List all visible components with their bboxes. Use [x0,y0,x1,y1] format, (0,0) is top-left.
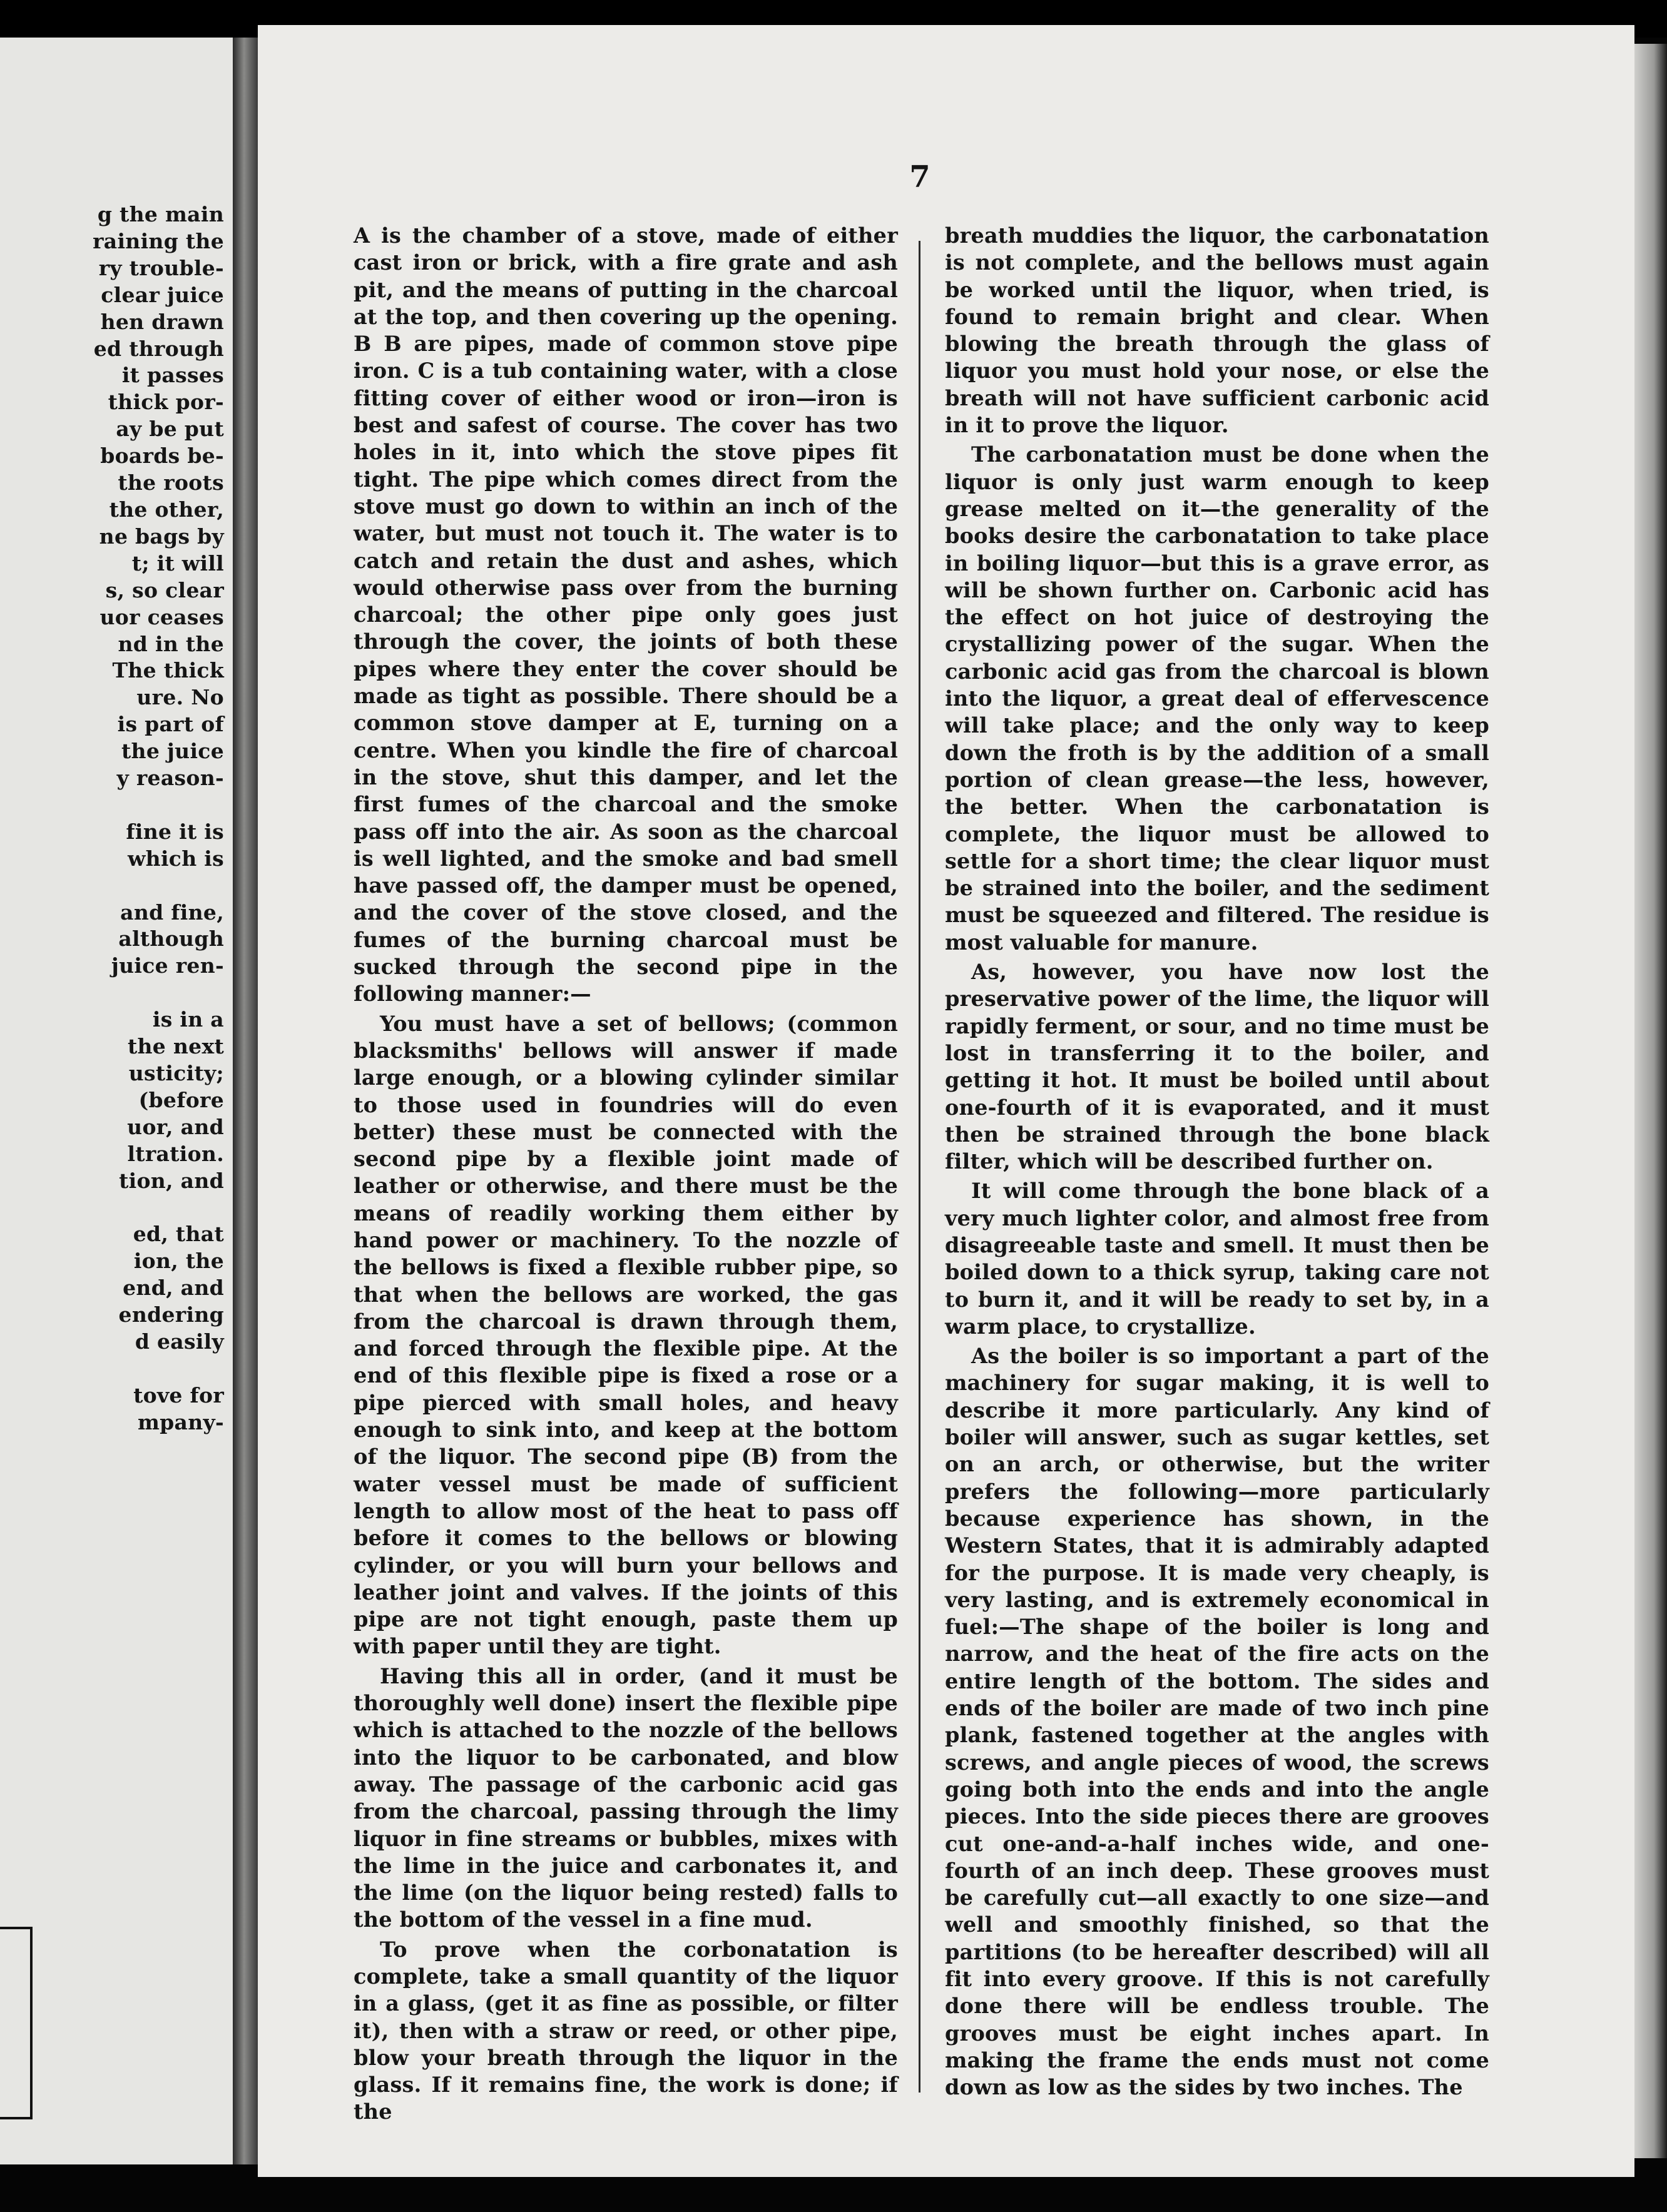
facing-page-text-fragments [0,201,224,1436]
text-fragment: is in a [152,1007,224,1032]
text-fragment: (before [138,1087,224,1112]
text-fragment: d easily [135,1329,224,1354]
paragraph: You must have a set of bellows; (common blacksmiths' bellows will answer if made large enough, or a blowing cylinder similar to those used in foundries will do even better) these must be connected with the second pipe by a flexible joint made of leather or otherwise, and there must be the means of readily working them either by hand power or machinery. To the nozzle of the bellows is fixed a flexible rubber pipe, so that when the bellows are worked, the gas from the charcoal is drawn through them, and forced through the flexible pipe. At the end of this flexible pipe is fixed a rose or a pipe pierced with small holes, and heavy enough to sink into, and keep at the bottom of the liquor. The second pipe (B) from the water vessel must be made of sufficient length to allow most of the heat to pass off before it comes to the bellows or blowing cylinder, or you will burn your bellows and leather joint and valves. If the joints of this pipe are not tight enough, paste them up with paper until they are tight. [354,1011,898,1659]
text-fragment: the other, [109,497,224,522]
text-fragment: ed through [93,336,224,361]
paragraph: A is the chamber of a stove, made of either cast iron or brick, with a fire grate and ash pit, and the means of putting in the charcoal at the top, and then covering up the opening. B B are pipes, made of common stove pipe iron. C is a tub containing water, with a close fitting cover of either wood or iron—iron is best and safest of course. The cover has two holes in it, into which the stove pipes fit tight. The pipe which comes direct from the stove must go down to within an inch of the water, but must not touch it. The water is to catch and retain the dust and ashes, which would otherwise pass over from the burning charcoal; the other pipe only goes just through the cover, the joints of both these pipes where they enter the cover should be made as tight as possible. There should be a common stove damper at E, turning on a centre. When you kindle the fire of charcoal in the stove, shut this damper, and let the first fumes of the charcoal and the smoke pass off into the air. As soon as the charcoal is well lighted, and the smoke and bad smell have passed off, the damper must be opened, and the cover of the stove closed, and the fumes of the burning charcoal must be sucked through the second pipe in the following manner:— [354,223,898,1007]
text-fragment: the roots [118,470,224,495]
text-fragment: clear juice [101,282,224,307]
text-fragment: ion, the [133,1249,224,1274]
text-fragment: tove for [133,1382,224,1408]
text-fragment: the next [127,1034,224,1059]
text-fragment: s, so clear [105,577,224,602]
text-fragment: uor, and [127,1114,224,1139]
text-fragment: The thick [112,658,224,683]
text-fragment: ay be put [116,417,224,442]
text-fragment: t; it will [131,550,224,576]
text-column-right [945,222,1489,2103]
text-fragment [0,1356,224,1382]
text-fragment: tion, and [119,1168,224,1193]
text-fragment: is part of [117,712,224,737]
text-fragment: ry trouble- [98,255,224,280]
text-fragment: end, and [123,1276,224,1301]
text-fragment: usticity; [128,1061,224,1085]
text-fragment: y reason- [116,766,224,791]
page-edge [1634,44,1667,2158]
facing-page-diagram-corner [0,1927,33,2119]
text-fragment: and fine, [120,900,224,925]
text-fragment: uor ceases [99,604,224,629]
text-fragment: boards be- [100,444,224,469]
text-fragment: raining the [93,228,224,253]
text-fragment: ne bags by [99,524,224,549]
paragraph: breath muddies the liquor, the carbonatation is not complete, and the bellows must again be worked until the liquor, when tried, is found to remain bright and clear. When blowing the breath through the glass of liquor you must hold your nose, or else the breath will not have sufficient carbonic acid in it to prove the liquor. [945,223,1489,438]
text-fragment: thick por- [108,390,224,415]
column-divider [919,241,920,2093]
text-column-left [354,222,898,2128]
paragraph: To prove when the corbonatation is complete, take a small quantity of the liquor in a glass, (get it as fine as possible, or filter it), then with a straw or reed, or other pipe, blow your breath through the liquor in the glass. If it remains fine, the work is done; if the [354,1937,898,2124]
text-fragment: mpany- [137,1409,224,1434]
paragraph: As, however, you have now lost the preservative power of the lime, the liquor will rapidly ferment, or sour, and no time must be lost in transferring it to the boiler, and getting it hot. It must be boiled until about one-fourth of it is evaporated, and it must then be strained through the bone black filter, which will be described further on. [945,960,1489,1174]
text-fragment: although [118,926,224,951]
book-binding [233,38,258,2164]
paragraph: It will come through the bone black of a very much lighter color, and almost free from disagreeable taste and smell. It must then be boiled down to a thick syrup, taking care not to burn it, and it will be ready to set by, in a warm place, to crystallize. [945,1179,1489,1339]
text-fragment [0,980,224,1007]
text-fragment [0,873,224,900]
text-fragment: ltration. [127,1141,224,1166]
text-fragment: it passes [121,363,224,388]
text-fragment: endering [118,1302,224,1327]
paragraph: Having this all in order, (and it must be thoroughly well done) insert the flexible pipe which is attached to the nozzle of the bellows into the liquor to be carbonated, and blow away. The passage of the carbonic acid gas from the charcoal, passing through the limy liquor in fine streams or bubbles, mixes with the lime in the juice and carbonates it, and the lime (on the liquor being rested) falls to the bottom of the vessel in a fine mud. [354,1663,898,1932]
text-fragment: juice ren- [111,953,224,978]
text-fragment: g the main [97,202,224,226]
text-fragment: fine it is [126,819,224,844]
text-fragment [0,792,224,819]
paragraph: The carbonatation must be done when the liquor is only just warm enough to keep grease melted on it—the generality of the books desire the carbonatation to take place in boiling liquor—but this is a grave error, as will be shown further on. Carbonic acid has the effect on hot juice of destroying the crystallizing power of the sugar. When the carbonic acid gas from the charcoal is blown into the liquor, a great deal of effervescence will take place; and the only way to keep down the froth is by the addition of a small portion of clean grease—the less, however, the better. When the carbonatation is complete, the liquor must be allowed to settle for a short time; the clear liquor must be strained into the boiler, and the sediment must be squeezed and filtered. The residue is most valuable for manure. [945,442,1489,955]
facing-page-edge [0,38,233,2164]
text-fragment: ed, that [133,1222,224,1247]
text-fragment [0,1195,224,1222]
text-fragment: ure. No [136,685,224,710]
text-fragment: the juice [121,739,224,764]
text-fragment: nd in the [118,631,224,656]
text-fragment: which is [127,846,224,871]
text-fragment: hen drawn [100,309,224,334]
page-number: 7 [909,160,930,195]
paragraph: As the boiler is so important a part of the machinery for sugar making, it is well to describe it more particularly. Any kind of boiler will answer, such as sugar kettles, set on an arch, or otherwise, but the writer prefers the following—more particularly because experience has shown, in the Western States, that it is admirably adapted for the purpose. It is made very cheaply, is very lasting, and is extremely economical in fuel:—The shape of the boiler is long and narrow, and the heat of the fire acts on the entire length of the bottom. The sides and ends of the boiler are made of two inch pine plank, fastened together at the angles with screws, and angle pieces of wood, the screws going both into the ends and into the angle pieces. Into the side pieces there are grooves cut one-and-a-half inches wide, and one-fourth of an inch deep. These grooves must be carefully cut—all exactly to one size—and well and smoothly finished, so that the partitions (to be hereafter described) will all fit into every groove. If this is not carefully done there will be endless trouble. The grooves must be eight inches apart. In making the frame the ends must not come down as low as the sides by two inches. The [945,1344,1489,2100]
